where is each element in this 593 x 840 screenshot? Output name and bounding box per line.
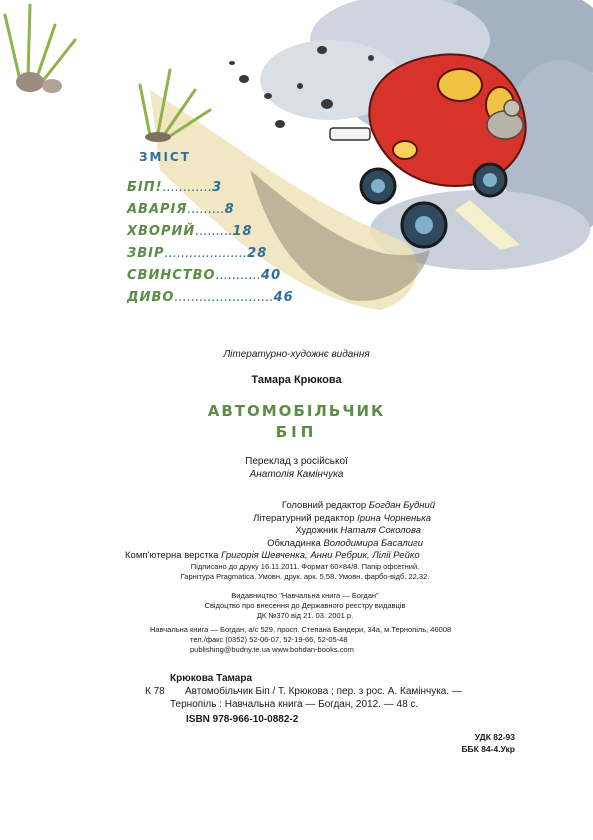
author-name: Тамара Крюкова	[251, 374, 342, 386]
toc-item[interactable]	[127, 268, 281, 283]
toc-item-title: АВАРІЯ	[127, 202, 188, 217]
address-line: Навчальна книга — Богдан, а/с 529, просп. Степана Бандери, 34а, м.Тернопіль, 46008	[150, 625, 452, 634]
biblio-desc-line: Автомобільчик Біп / Т. Крюкова ; пер. з рос. А. Камінчука. —	[185, 686, 462, 697]
credit-role: Головний редактор	[281, 500, 369, 511]
toc-heading: ЗМІСТ	[139, 150, 191, 164]
credit-row	[51, 513, 431, 526]
publisher-line: Свідоцтво про внесення до Державного реєстру видавців	[204, 601, 406, 610]
toc-item-dots: ....................	[164, 246, 248, 261]
credit-role: Комп'ютерна верстка	[125, 550, 222, 561]
toc-item-dots: ...........	[215, 268, 262, 283]
isbn: ISBN 978-966-10-0882-2	[186, 714, 299, 725]
print-info	[155, 562, 455, 582]
toc-item[interactable]	[127, 202, 235, 217]
credit-role: Художник	[295, 525, 341, 536]
publisher-line: Видавництво "Навчальна книга — Богдан"	[231, 591, 379, 600]
toc-item-dots: .........	[195, 224, 233, 239]
address-line: publishing@budny.te.ua www.bohdan-books.com	[190, 645, 354, 654]
genre-line: Літературно-художнє видання	[223, 349, 370, 360]
udk-code: УДК 82-93	[474, 732, 515, 742]
translation-credit	[0, 455, 593, 481]
toc-item[interactable]	[127, 290, 294, 305]
address-line: тел./факс (0352) 52-06-07, 52-19-66, 52-05-48	[190, 635, 348, 644]
toc-item-title: СВИНСТВО	[127, 268, 216, 283]
book-title-line2: БІП	[275, 423, 318, 441]
toc-item-page: 8	[224, 202, 235, 217]
biblio-code: К 78	[145, 686, 165, 697]
publisher-info	[155, 591, 455, 621]
toc-item[interactable]	[127, 246, 267, 261]
toc-item-dots: .........	[187, 202, 225, 217]
credit-names: Володимира Басалиги	[323, 537, 423, 549]
toc-item-title: ЗВІР	[127, 246, 165, 261]
toc-item-dots: ........................	[174, 290, 274, 305]
toc-item-page: 46	[273, 290, 294, 305]
bbk-code: ББК 84-4.Укр	[461, 744, 515, 754]
biblio-desc-line: Тернопіль : Навчальна книга — Богдан, 2012. — 48 с.	[170, 699, 419, 710]
credits-block	[125, 500, 530, 563]
credit-role: Літературний редактор	[253, 512, 358, 524]
toc-item-page: 3	[212, 180, 223, 195]
publisher-line: ДК №370 від 21. 03. 2001 р.	[256, 611, 354, 620]
toc-item-title: БІП!	[127, 180, 163, 195]
credit-names: Ірина Чорненька	[357, 512, 431, 524]
biblio-author: Крюкова Тамара	[170, 673, 253, 684]
credit-names: Наталя Соколова	[340, 525, 421, 536]
book-title-line1: АВТОМОБІЛЬЧИК	[207, 402, 386, 420]
toc-item[interactable]	[127, 224, 253, 239]
credit-row	[55, 500, 435, 513]
toc-item-dots: ............	[162, 180, 213, 195]
credit-row	[43, 538, 423, 551]
address-info	[150, 625, 451, 655]
toc-item-title: ДИВО	[127, 290, 175, 305]
toc-item-page: 18	[232, 224, 253, 239]
ground-stones	[16, 72, 171, 142]
credit-row	[41, 525, 421, 538]
credit-names: Григорія Шевченка, Анни Ребрик, Лілії Рейко	[221, 550, 420, 561]
translation-line: Переклад з російської	[245, 456, 348, 467]
print-info-line: Підписано до друку 16.11.2011. Формат 60×84/8. Папір офсетний.	[190, 562, 420, 571]
car-illustration	[0, 0, 593, 330]
classification-codes	[405, 731, 515, 755]
credit-names: Богдан Будний	[368, 500, 435, 511]
toc-item-page: 40	[261, 268, 282, 283]
toc-item-title: ХВОРИЙ	[127, 224, 196, 239]
bibliographic-record	[145, 672, 462, 710]
toc-item[interactable]	[127, 180, 222, 195]
print-info-line: Гарнітура Pragmatica. Умовн. друк. арк. 5,58. Умовн. фарбо-відб. 22,32.	[180, 572, 430, 581]
credit-row	[125, 550, 530, 563]
toc-item-page: 28	[247, 246, 268, 261]
credit-role: Обкладинка	[267, 537, 324, 549]
translator-name: Анатолія Камінчука	[249, 469, 344, 480]
